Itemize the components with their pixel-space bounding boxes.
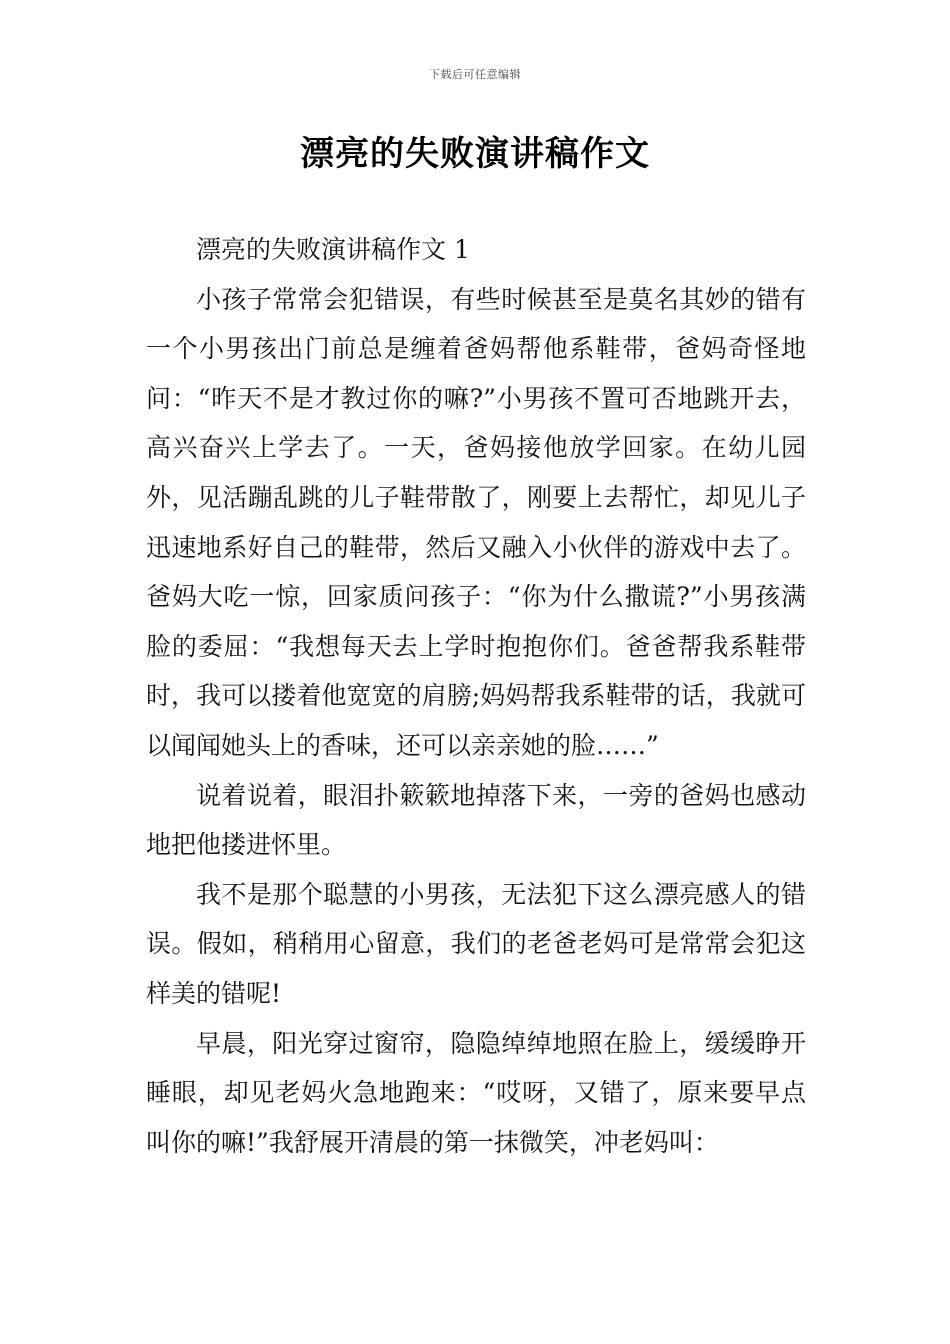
paragraph-subtitle: 漂亮的失败演讲稿作文 1 (196, 235, 470, 264)
document-title: 漂亮的失败演讲稿作文 (300, 134, 650, 174)
document-body (146, 225, 806, 1167)
paragraph: 我不是那个聪慧的小男孩，无法犯下这么漂亮感人的错误。假如，稍稍用心留意，我们的老爸老妈可是常常会犯这样美的错呢! (146, 879, 806, 1008)
paragraph: 说着说着，眼泪扑簌簌地掉落下来，一旁的爸妈也感动地把他搂进怀里。 (146, 780, 806, 860)
paragraph: 小孩子常常会犯错误，有些时候甚至是莫名其妙的错有一个小男孩出门前总是缠着爸妈帮他系鞋带，爸妈奇怪地问：“昨天不是才教过你的嘛?”小男孩不置可否地跳开去，高兴奋兴上学去了。一天，爸妈接他放学回家。在幼儿园外，见活蹦乱跳的儿子鞋带散了，刚要上去帮忙，却见儿子迅速地系好自己的鞋带，然后又融入小伙伴的游戏中去了。爸妈大吃一惊，回家质问孩子：“你为什么撒谎?”小男孩满脸的委屈：“我想每天去上学时抱抱你们。爸爸帮我系鞋带时，我可以搂着他宽宽的肩膀;妈妈帮我系鞋带的话，我就可以闻闻她头上的香味，还可以亲亲她的脸……” (146, 284, 806, 760)
header-note: 下载后可任意编辑 (429, 68, 521, 81)
paragraph: 早晨，阳光穿过窗帘，隐隐绰绰地照在脸上，缓缓睁开睡眼，却见老妈火急地跑来：“哎呀，又错了，原来要早点叫你的嘛!”我舒展开清晨的第一抹微笑，冲老妈叫： (146, 1028, 806, 1157)
